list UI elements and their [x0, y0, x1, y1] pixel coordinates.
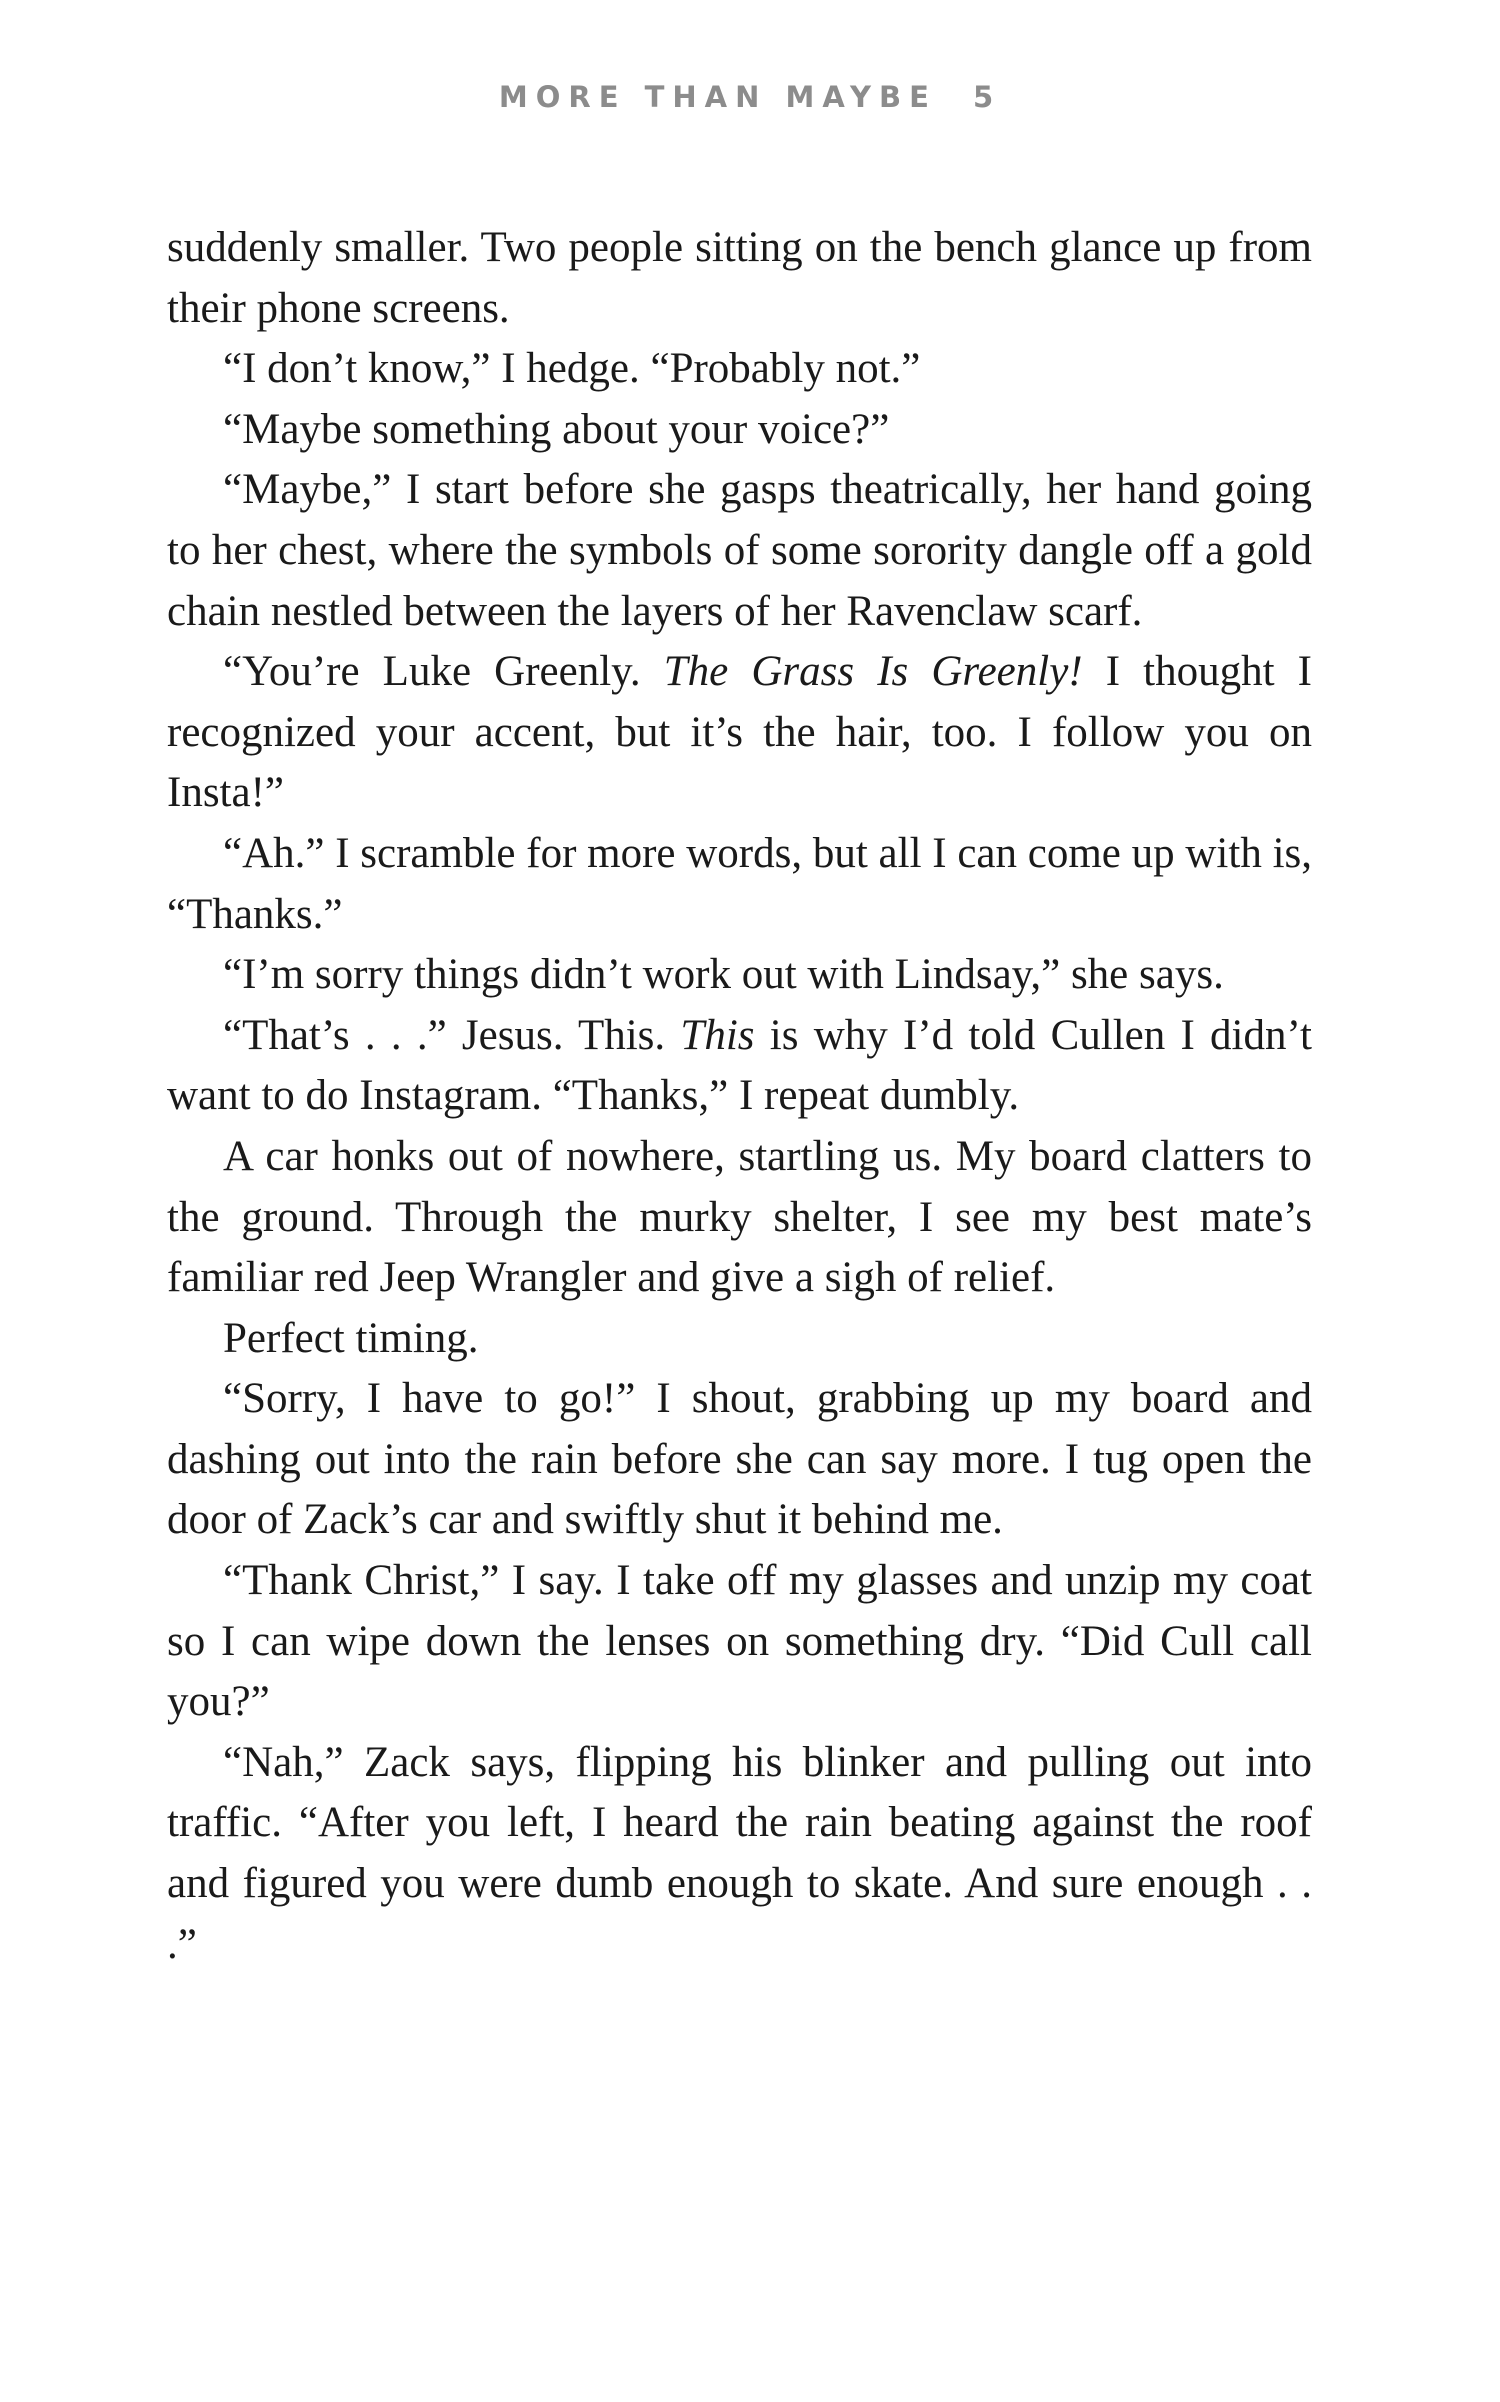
paragraph [167, 1127, 1312, 1309]
text-span: “Maybe something about your voice?” [223, 405, 890, 453]
text-span: “You’re Luke Greenly. [223, 648, 664, 696]
text-span: “That’s . . .” Jesus. This. [223, 1011, 681, 1059]
text-span: Perfect timing. [223, 1314, 479, 1362]
text-span: is why I’d told Cullen I didn’t want to do Instagram. “Thanks,” I repeat dumbly. [167, 1011, 1312, 1120]
text-span: “Ah.” I scramble for more words, but all I can come up with is, “Thanks.” [167, 829, 1313, 938]
text-span: A car honks out of nowhere, startling us. My board clatters to the ground. Through the murky shelter, I see my best mate’s familiar red Jeep Wrangler and give a sigh of relief. [167, 1132, 1312, 1302]
running-head [0, 80, 1500, 114]
paragraph [167, 642, 1312, 824]
paragraph [167, 824, 1312, 945]
text-span: “Thank Christ,” I say. I take off my glasses and unzip my coat so I can wipe down the lenses on something dry. “Did Cull call you?” [167, 1557, 1312, 1726]
paragraph [167, 1369, 1312, 1551]
paragraph [167, 1733, 1312, 1975]
italic-text: The Grass Is Greenly! [663, 648, 1083, 696]
text-span: suddenly smaller. Two people sitting on the bench glance up from their phone screens. [167, 224, 1312, 332]
page-number: 5 [972, 80, 1002, 114]
text-span: “Maybe,” I start before she gasps theatrically, her hand going to her chest, where the symbols of some sorority dangle off a gold chain nestled between the layers of her Ravenclaw scarf. [167, 466, 1312, 635]
book-title: MORE THAN MAYBE [498, 80, 937, 114]
paragraph [167, 1309, 1312, 1370]
paragraph [167, 218, 1312, 339]
paragraph [167, 339, 1312, 400]
text-span: “I don’t know,” I hedge. “Probably not.” [223, 345, 921, 393]
paragraph [167, 945, 1312, 1006]
paragraph [167, 1551, 1312, 1733]
text-span: I thought I recognized your accent, but it’s the hair, too. I follow you on Insta!” [167, 648, 1312, 817]
paragraph [167, 400, 1312, 461]
paragraph [167, 460, 1312, 642]
text-span: “Nah,” Zack says, flipping his blinker and pulling out into traffic. “After you left, I heard the rain beating against the roof and figured you were dumb enough to skate. And sure enough . . .” [167, 1738, 1312, 1968]
text-span: “I’m sorry things didn’t work out with Lindsay,” she says. [223, 951, 1224, 999]
paragraph [167, 1006, 1312, 1127]
text-span: “Sorry, I have to go!” I shout, grabbing up my board and dashing out into the rain before she can say more. I tug open the door of Zack’s car and swiftly shut it behind me. [167, 1375, 1312, 1544]
italic-text: This [680, 1011, 755, 1059]
body-text [167, 218, 1312, 1975]
